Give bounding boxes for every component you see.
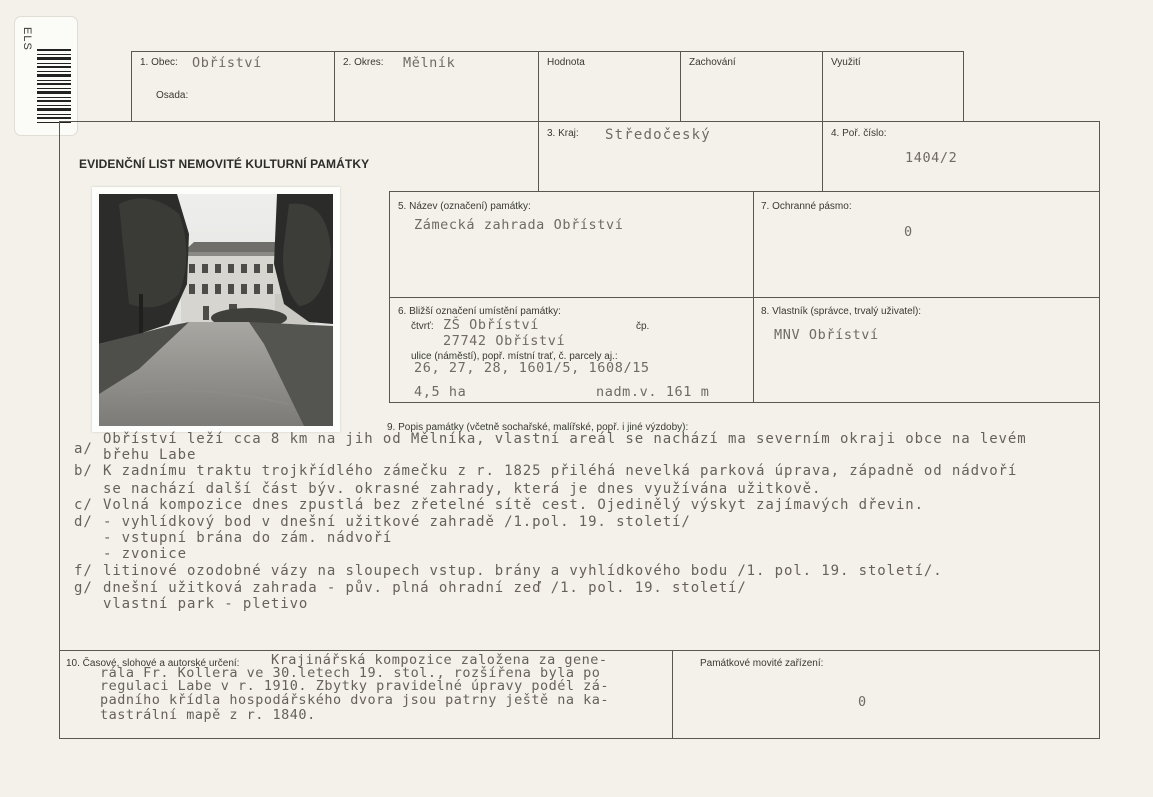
okres-value: Mělník <box>403 55 456 71</box>
movite-zarizeni-value: 0 <box>858 694 867 710</box>
por-cislo-label: 4. Poř. číslo: <box>831 128 887 139</box>
nazev-value: Zámecká zahrada Obříství <box>414 217 624 233</box>
casove-urceni-line: regulaci Labe v r. 1910. Zbytky pravidelné úpravy podél zá- <box>100 678 610 694</box>
okres-label: 2. Okres: <box>343 57 384 68</box>
obec-label: 1. Obec: <box>140 57 178 68</box>
casove-urceni-label: 10. Časové, slohové a autorské určení: <box>66 658 240 669</box>
ochranne-pasmo-value: 0 <box>904 224 913 240</box>
popis-marker: c/ <box>74 497 93 513</box>
garden-photo-image <box>99 194 333 426</box>
vyuziti-label: Využití <box>831 57 861 68</box>
obec-value: Obříství <box>192 55 262 71</box>
vlastnik-label: 8. Vlastník (správce, trvalý uživatel): <box>761 306 922 317</box>
kraj-label: 3. Kraj: <box>547 128 579 139</box>
zachovani-label: Zachování <box>689 57 736 68</box>
popis-marker: b/ <box>74 463 93 479</box>
popis-line: vlastní park - pletivo <box>103 596 309 612</box>
ctvrt-label: čtvrť: <box>411 321 434 332</box>
popis-label: 9. Popis památky (včetně sochařské, malířské, popř. i jiné výzdoby): <box>387 422 689 433</box>
casove-urceni-line: Krajinářská kompozice založena za gene- <box>271 652 608 668</box>
popis-marker: g/ <box>74 580 93 596</box>
vlastnik-value: MNV Obříství <box>774 327 879 343</box>
kraj-value: Středočeský <box>605 127 711 143</box>
popis-line: litinové ozodobné vázy na sloupech vstup. brány a vyhlídkového bodu /1. pol. 19. století/. <box>103 563 943 579</box>
sticker-code: ELS <box>21 27 33 51</box>
casove-urceni-line: padního křídla hospodářského dvora jsou patrny ještě na ka- <box>100 692 610 708</box>
barcode-sticker <box>15 17 77 135</box>
casove-urceni-line: rála Fr. Kollera ve 30.letech 19. stol., rozšířena byla po <box>100 665 601 681</box>
popis-line: dnešní užitková zahrada - pův. plná ohradní zeď /1. pol. 19. století/ <box>103 580 747 596</box>
monument-photo <box>92 187 340 432</box>
popis-marker: d/ <box>74 514 93 530</box>
por-cislo-value: 1404/2 <box>905 150 958 166</box>
popis-line: - vstupní brána do zám. nádvoří <box>103 530 393 546</box>
cp-label: čp. <box>636 321 650 332</box>
popis-line: Obříství leží cca 8 km na jih od Mělníka, vlastní areál se nachází ma severním okraji obce na levém <box>103 431 1027 447</box>
movite-zarizeni-label: Památkové movité zařízení: <box>700 658 824 669</box>
popis-marker: f/ <box>74 563 93 579</box>
popis-line: Volná kompozice dnes zpustlá bez zřetelné sítě cest. Ojedinělý výskyt zajímavých dřevin. <box>103 497 924 513</box>
popis-line: břehu Labe <box>103 447 197 463</box>
osada-label: Osada: <box>156 90 189 101</box>
parcely-value: 26, 27, 28, 1601/5, 1608/15 <box>414 360 650 376</box>
hodnota-label: Hodnota <box>547 57 585 68</box>
umisteni-label: 6. Bližší označení umístění památky: <box>398 306 561 317</box>
popis-marker: a/ <box>74 441 93 457</box>
nazev-label: 5. Název (označení) památky: <box>398 201 531 212</box>
casove-urceni-line: tastrální mapě z r. 1840. <box>100 707 316 723</box>
ochranne-pasmo-label: 7. Ochranné pásmo: <box>761 201 852 212</box>
popis-line: - vyhlídkový bod v dnešní užitkové zahradě /1.pol. 19. století/ <box>103 514 691 530</box>
popis-line: - zvonice <box>103 546 187 562</box>
ulice-label: ulice (náměstí), popř. místní trať, č. parcely aj.: <box>411 351 618 362</box>
popis-line: K zadnímu traktu trojkřídlého zámečku z r. 1825 přiléhá nevelká parková úprava, západně od nádvoří <box>103 463 1018 479</box>
form-title: EVIDENČNÍ LIST NEMOVITÉ KULTURNÍ PAMÁTKY <box>79 157 370 171</box>
psc-value: 27742 Obříství <box>443 333 566 349</box>
nadm-value: nadm.v. 161 m <box>596 384 710 400</box>
barcode-icon <box>37 27 71 127</box>
ctvrt-value: ZŠ Obříství <box>443 317 540 333</box>
vymera-value: 4,5 ha <box>414 384 467 400</box>
popis-line: se nachází další část býv. okrasné zahrady, která je dnes využívána užitkově. <box>103 481 822 497</box>
